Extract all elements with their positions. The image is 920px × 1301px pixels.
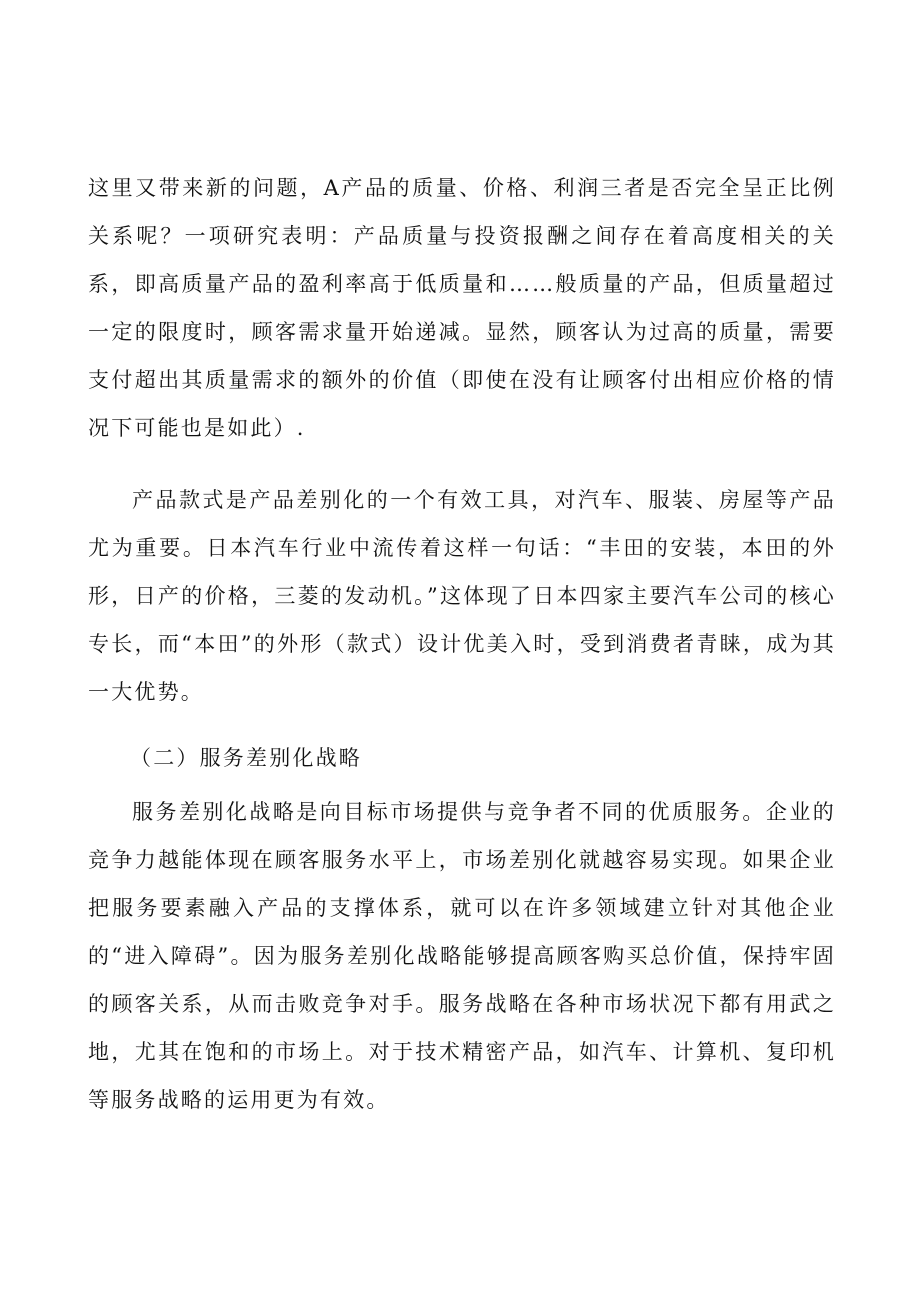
paragraph-quality-price-profit: 这里又带来新的问题，A产品的质量、价格、利润三者是否完全呈正比例关系呢？一项研究表明：产品质量与投资报酬之间存在着高度相关的关系，即高质量产品的盈利率高于低质量和……般质量的产品，但质量超过一定的限度时，顾客需求量开始递减。显然，顾客认为过高的质量，需要支付超出其质量需求的额外的价值（即使在没有让顾客付出相应价格的情况下可能也是如此）. xyxy=(88,176,836,440)
paragraph-product-style: 产品款式是产品差别化的一个有效工具，对汽车、服装、房屋等产品尤为重要。日本汽车行业中流传着这样一句话：“丰田的安装，本田的外形，日产的价格，三菱的发动机。”这体现了日本四家主要汽车公司的核心专长，而“本田”的外形（款式）设计优美入时，受到消费者青睐，成为其一大优势。 xyxy=(88,488,836,704)
section-heading-service-differentiation: （二）服务差别化战略 xyxy=(130,746,362,770)
paragraph-service-strategy: 服务差别化战略是向目标市场提供与竞争者不同的优质服务。企业的竞争力越能体现在顾客服务水平上，市场差别化就越容易实现。如果企业把服务要素融入产品的支撑体系，就可以在许多领域建立针对其他企业的“进入障碍”。因为服务差别化战略能够提高顾客购买总价值，保持牢固的顾客关系，从而击败竞争对手。服务战略在各种市场状况下都有用武之地，尤其在饱和的市场上。对于技术精密产品，如汽车、计算机、复印机等服务战略的运用更为有效。 xyxy=(88,800,836,1112)
